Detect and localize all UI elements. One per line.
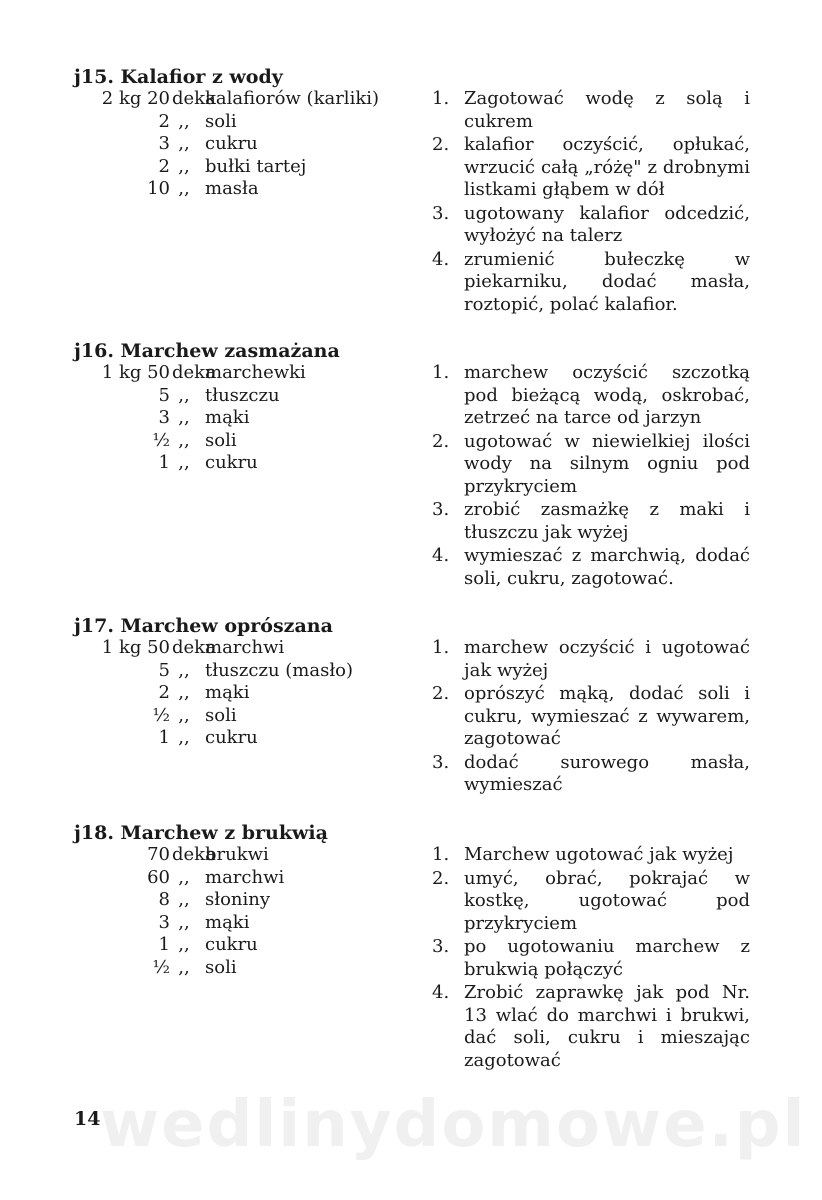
ingredient-unit: deka (172, 362, 216, 383)
step-list (432, 844, 750, 1073)
ingredient-amount: 1 kg 50 (101, 637, 170, 658)
recipe-title: j15. Kalafior z wody (74, 66, 283, 88)
step-item (432, 844, 750, 867)
ingredient-row (74, 385, 419, 408)
step-text: umyć, obrać, pokrajać w kostkę, ugotować pod przykryciem (464, 867, 750, 934)
ingredient-name: soli (205, 956, 237, 978)
step-item (432, 936, 750, 981)
ingredient-name: cukru (205, 452, 258, 473)
ingredient-name: soli (205, 429, 237, 451)
ingredient-row (74, 727, 419, 750)
ingredient-amount: 60 (147, 866, 170, 888)
ditto-mark: ,, (178, 956, 190, 978)
step-item (432, 982, 750, 1072)
ditto-mark: ,, (178, 178, 190, 199)
ingredient-name: mąki (205, 407, 250, 428)
ingredient-amount: 3 (158, 911, 170, 933)
step-text: zrobić zasmażkę z maki i tłuszczu jak wyżej (464, 499, 750, 543)
step-item (432, 752, 750, 797)
ingredient-row (74, 867, 419, 890)
ingredient-row (74, 957, 419, 980)
ingredient-row (74, 362, 419, 385)
ingredient-row (74, 156, 419, 179)
step-list (432, 88, 750, 317)
ingredient-list (74, 637, 419, 750)
ingredient-name: masła (205, 178, 259, 199)
ditto-mark: ,, (178, 682, 190, 703)
step-text: Zagotować wodę z solą i cukrem (464, 88, 750, 132)
ingredient-unit: deka (172, 88, 216, 109)
ingredient-name: kalafiorów (karliki) (205, 88, 380, 109)
step-number: 2. (432, 683, 450, 704)
ditto-mark: ,, (178, 384, 190, 406)
step-text: po ugotowaniu marchew z brukwią połączyć (464, 936, 750, 980)
ditto-mark: ,, (178, 155, 190, 177)
ingredient-name: tłuszczu (205, 384, 280, 406)
ingredient-name: soli (205, 110, 237, 132)
ingredient-amount: ½ (152, 704, 170, 726)
ingredient-name: cukru (205, 727, 258, 748)
ditto-mark: ,, (178, 911, 190, 933)
step-item (432, 362, 750, 430)
step-text: Marchew ugotować jak wyżej (464, 844, 734, 865)
ingredient-amount: 1 (158, 934, 170, 955)
step-number: 4. (432, 982, 450, 1003)
ditto-mark: ,, (178, 133, 190, 154)
ingredient-amount: 3 (158, 407, 170, 428)
recipe-title: j18. Marchew z brukwią (74, 822, 328, 844)
ingredient-amount: 2 (158, 155, 170, 177)
ingredient-amount: 2 (158, 110, 170, 132)
ditto-mark: ,, (178, 866, 190, 888)
ingredient-amount: 70 (147, 844, 170, 865)
step-item (432, 868, 750, 936)
ingredient-row (74, 88, 419, 111)
step-number: 2. (432, 430, 450, 452)
step-text: dodać surowego masła, wymieszać (464, 751, 750, 795)
ingredient-amount: 8 (158, 889, 170, 910)
step-number: 4. (432, 545, 450, 566)
ingredient-unit: deka (172, 637, 216, 658)
step-text: Zrobić zaprawkę jak pod Nr. 13 wlać do marchwi i brukwi, dać soli, cukru i mieszając zagotować (464, 982, 750, 1071)
step-item (432, 683, 750, 751)
step-text: marchew oczyścić i ugotować jak wyżej (464, 637, 750, 681)
step-item (432, 88, 750, 133)
ingredient-list (74, 88, 419, 201)
ingredient-amount: 1 kg 50 (101, 362, 170, 383)
ingredient-amount: 5 (158, 659, 170, 681)
step-number: 4. (432, 248, 450, 270)
watermark: wedlinydomowe.pl (100, 1088, 807, 1162)
ingredient-name: mąki (205, 911, 250, 933)
step-item (432, 249, 750, 317)
ditto-mark: ,, (178, 429, 190, 451)
ditto-mark: ,, (178, 934, 190, 955)
ingredient-row (74, 682, 419, 705)
ingredient-row (74, 912, 419, 935)
ingredient-name: marchwi (205, 866, 285, 888)
step-item (432, 431, 750, 499)
step-text: ugotować w niewielkiej ilości wody na silnym ogniu pod przykryciem (464, 430, 750, 497)
step-number: 1. (432, 88, 450, 109)
step-number: 3. (432, 936, 450, 957)
ingredient-row (74, 111, 419, 134)
ingredient-row (74, 452, 419, 475)
ingredient-name: marchewki (205, 362, 306, 383)
step-number: 3. (432, 202, 450, 224)
ingredient-row (74, 934, 419, 957)
ingredient-amount: 5 (158, 384, 170, 406)
ingredient-row (74, 407, 419, 430)
ingredient-name: tłuszczu (masło) (205, 659, 354, 681)
ingredient-amount: 10 (147, 178, 170, 199)
ingredient-row (74, 844, 419, 867)
ditto-mark: ,, (178, 407, 190, 428)
step-number: 2. (432, 134, 450, 155)
ditto-mark: ,, (178, 659, 190, 681)
ingredient-name: mąki (205, 682, 250, 703)
ingredient-amount: ½ (152, 956, 170, 978)
ditto-mark: ,, (178, 704, 190, 726)
step-item (432, 545, 750, 590)
step-list (432, 362, 750, 591)
ingredient-list (74, 844, 419, 979)
step-text: ugotowany kalafior odcedzić, wyłożyć na talerz (464, 202, 750, 246)
ingredient-name: bułki tartej (205, 155, 307, 177)
ingredient-list (74, 362, 419, 475)
step-item (432, 637, 750, 682)
step-list (432, 637, 750, 798)
ditto-mark: ,, (178, 110, 190, 132)
recipe-title: j16. Marchew zasmażana (74, 340, 340, 362)
step-item (432, 499, 750, 544)
ingredient-unit: deka (172, 844, 216, 865)
ingredient-row (74, 889, 419, 912)
step-text: zrumienić bułeczkę w piekarniku, dodać masła, roztopić, polać kalafior. (464, 248, 750, 315)
step-number: 2. (432, 867, 450, 889)
step-number: 3. (432, 499, 450, 520)
step-item (432, 134, 750, 202)
ditto-mark: ,, (178, 889, 190, 910)
ingredient-row (74, 660, 419, 683)
recipe-title: j17. Marchew oprószana (74, 615, 333, 637)
step-text: oprószyć mąką, dodać soli i cukru, wymieszać z wywarem, zagotować (464, 683, 750, 749)
page-number: 14 (74, 1108, 101, 1130)
ditto-mark: ,, (178, 452, 190, 473)
ingredient-row (74, 637, 419, 660)
ingredient-row (74, 178, 419, 201)
ingredient-name: marchwi (205, 637, 285, 658)
ingredient-row (74, 133, 419, 156)
step-number: 1. (432, 362, 450, 383)
ingredient-amount: 2 kg 20 (101, 88, 170, 109)
step-text: wymieszać z marchwią, dodać soli, cukru, zagotować. (464, 545, 750, 589)
ingredient-name: cukru (205, 934, 258, 955)
step-number: 1. (432, 637, 450, 658)
step-number: 1. (432, 844, 450, 865)
ingredient-name: słoniny (205, 889, 271, 910)
ingredient-amount: ½ (152, 429, 170, 451)
step-text: marchew oczyścić szczotką pod bieżącą wodą, oskrobać, zetrzeć na tarce od jarzyn (464, 362, 750, 428)
ingredient-row (74, 430, 419, 453)
ingredient-name: cukru (205, 133, 258, 154)
ditto-mark: ,, (178, 727, 190, 748)
ingredient-amount: 1 (158, 452, 170, 473)
step-item (432, 203, 750, 248)
step-text: kalafior oczyścić, opłukać, wrzucić całą „różę" z drobnymi listkami głąbem w dół (464, 134, 750, 200)
ingredient-row (74, 705, 419, 728)
ingredient-amount: 3 (158, 133, 170, 154)
ingredient-name: soli (205, 704, 237, 726)
ingredient-amount: 1 (158, 727, 170, 748)
ingredient-name: brukwi (205, 844, 269, 865)
step-number: 3. (432, 751, 450, 773)
ingredient-amount: 2 (158, 682, 170, 703)
